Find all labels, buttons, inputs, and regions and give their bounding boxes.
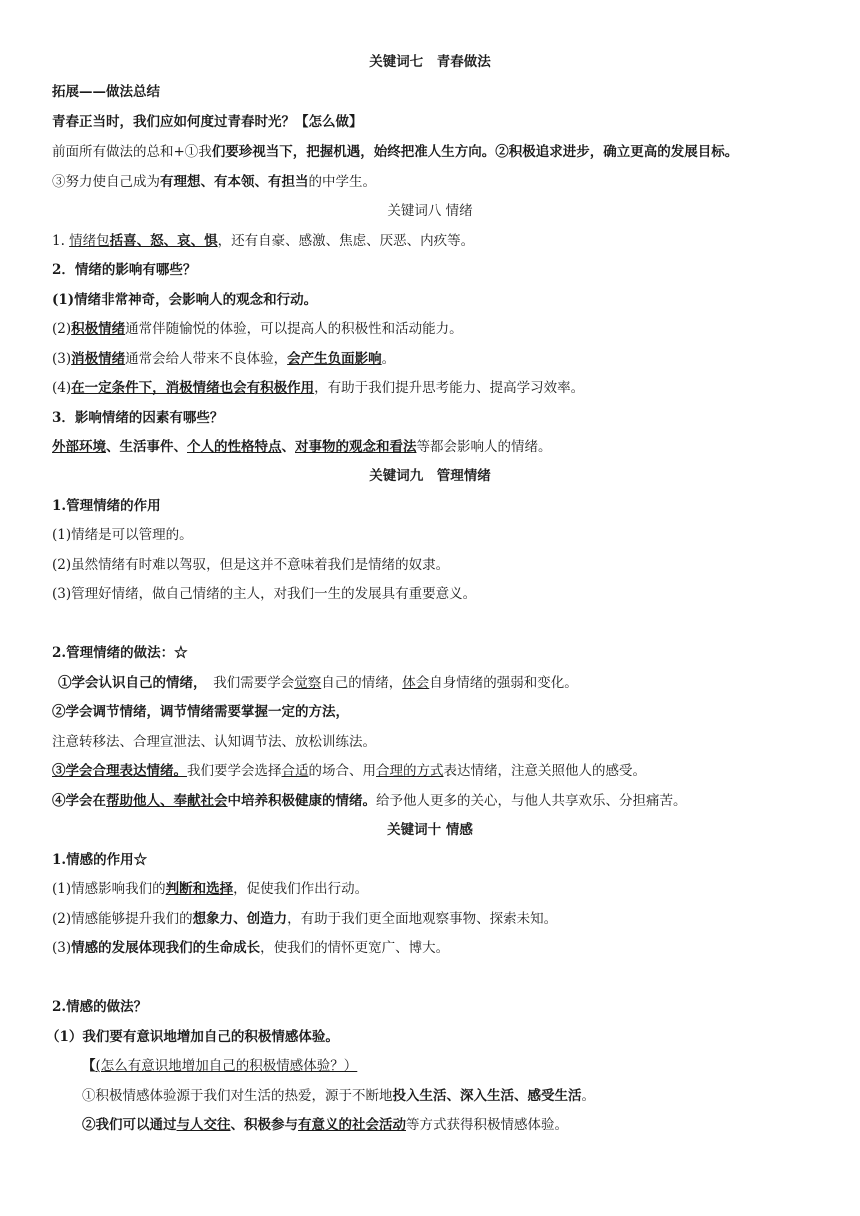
- text-segment: ，有助于我们提升思考能力、提高学习效率。: [314, 380, 585, 396]
- text-segment: 我们要学会选择: [187, 763, 282, 779]
- text-segment: 等方式获得积极情感体验。: [406, 1117, 568, 1133]
- text-segment-bold-underlined: 括喜、怒、哀、惧: [109, 233, 218, 249]
- text-segment-bold: 中培养积极健康的情绪。: [227, 793, 376, 809]
- paragraph-youth-1: [52, 140, 840, 164]
- text-segment-bold-underlined: ③学会合理表达情绪。: [52, 763, 187, 779]
- feeling-item-1-3: [52, 936, 824, 960]
- text-segment: 。: [381, 351, 396, 367]
- text-segment-underlined: 合适: [281, 763, 309, 779]
- paragraph-youth-2: [52, 170, 824, 194]
- text-segment-bold-underlined: 积极情绪: [71, 321, 126, 337]
- emotion-item-2-1: (1)情绪非常神奇，会影响人的观念和行动。: [52, 292, 318, 308]
- text-segment: (4): [52, 380, 72, 396]
- text-segment-bold-underlined: 个人的性格特点: [187, 439, 282, 455]
- text-segment-bold: 投入生活、深入生活、感受生活: [392, 1088, 582, 1104]
- text-segment: 自己的情绪，: [321, 675, 403, 691]
- heading-keyword-10: 关键词十 情感: [387, 822, 473, 838]
- feeling-answer-2: [82, 1113, 824, 1137]
- text-segment-bold-underlined: 外部环境: [52, 439, 106, 455]
- text-segment-bold: 们要珍视当下，把握机遇，始终把准人生方向。②积极追求进步，确立更高的发展目标。: [211, 144, 739, 160]
- text-segment-bold: ②我们可以通过: [82, 1117, 177, 1133]
- manage-item-2-2: ②学会调节情绪，调节情绪需要掌握一定的方法，: [52, 704, 349, 720]
- text-segment: (2): [52, 321, 72, 337]
- text-segment: 的场合、用: [308, 763, 376, 779]
- text-segment: ③努力使自己成为: [52, 174, 160, 190]
- text-segment: ，有助于我们更全面地观察事物、探索未知。: [287, 911, 558, 927]
- text-segment: ①积极情感体验源于我们对生活的热爱，源于不断地: [82, 1088, 393, 1104]
- text-segment: 。: [581, 1088, 595, 1104]
- text-segment-bold: ④学会在: [52, 793, 106, 809]
- text-segment: ，还有自豪、感激、焦虑、厌恶、内疚等。: [217, 233, 475, 249]
- section-title-summary: 拓展——做法总结: [52, 84, 160, 100]
- text-segment-bold-underlined: 帮助他人、奉献社会: [106, 793, 228, 809]
- emotion-item-2-4: [52, 376, 824, 400]
- manage-item-2-5: [52, 789, 824, 813]
- text-segment-bold: 、积极参与: [230, 1117, 298, 1133]
- feeling-item-2-1: （1）我们要有意识地增加自己的积极情感体验。: [46, 1029, 339, 1045]
- feeling-item-1-1: [52, 877, 824, 901]
- text-segment-underlined: 体会: [402, 675, 430, 691]
- text-segment: (3): [52, 351, 72, 367]
- question-youth: 青春正当时，我们应如何度过青春时光？【怎么做】: [52, 114, 363, 130]
- text-segment-bold: 【: [82, 1058, 96, 1074]
- text-segment-bold: 、生活事件、: [106, 439, 187, 455]
- manage-item-1-3: (3)管理好情绪，做自己情绪的主人，对我们一生的发展具有重要意义。: [52, 586, 477, 602]
- feeling-item-1-2: [52, 907, 824, 931]
- text-segment-underlined: (怎么有意识地增加自己的积极情感体验？）: [95, 1058, 358, 1074]
- text-segment: ，促使我们作出行动。: [233, 881, 369, 897]
- heading-keyword-7: 关键词七 青春做法: [369, 54, 491, 70]
- text-segment-underlined: 觉察: [294, 675, 322, 691]
- feeling-answer-1: [82, 1084, 824, 1108]
- text-segment: 给予他人更多的关心，与他人共享欢乐、分担痛苦。: [376, 793, 687, 809]
- text-segment: (3): [52, 940, 72, 956]
- emotion-question-2: 2．情绪的影响有哪些？: [52, 262, 197, 278]
- text-segment-bold: 情感的发展体现我们的生命成长: [71, 940, 261, 956]
- emotion-item-2-2: [52, 317, 824, 341]
- text-segment-bold-underlined: 在一定条件下，消极情绪也会有积极作用: [71, 380, 315, 396]
- text-segment: (1)情感影响我们的: [52, 881, 166, 897]
- text-segment: 我们需要学会: [199, 675, 295, 691]
- text-segment: 的中学生。: [308, 174, 376, 190]
- text-segment: (2)情感能够提升我们的: [52, 911, 193, 927]
- text-segment-underlined: 情绪包: [69, 233, 110, 249]
- text-segment: 1.: [52, 233, 70, 249]
- text-segment-bold: ①学会认识自己的情绪，: [58, 675, 200, 691]
- text-segment-underlined: 合理的方式: [376, 763, 444, 779]
- text-segment-bold: 、: [281, 439, 295, 455]
- feeling-title-1: 1.情感的作用☆: [52, 852, 148, 868]
- emotion-item-1: [52, 229, 824, 253]
- emotion-question-3: 3．影响情绪的因素有哪些？: [52, 410, 224, 426]
- manage-item-1-1: (1)情绪是可以管理的。: [52, 527, 193, 543]
- text-segment: ，使我们的情怀更宽广、博大。: [260, 940, 450, 956]
- text-segment-bold-underlined: 判断和选择: [165, 881, 234, 897]
- text-segment: 通常会给人带来不良体验，: [125, 351, 288, 367]
- emotion-item-3-1: [52, 435, 824, 459]
- text-segment-bold: 想象力、创造力: [192, 911, 288, 927]
- text-segment: 等都会影响人的情绪。: [416, 439, 552, 455]
- manage-item-2-3: 注意转移法、合理宣泄法、认知调节法、放松训练法。: [52, 734, 376, 750]
- feeling-title-2: 2.情感的做法？: [52, 999, 148, 1015]
- text-segment-bold: 有理想、有本领、有担当: [160, 174, 309, 190]
- text-segment-bold-underlined: 消极情绪: [71, 351, 126, 367]
- manage-item-2-4: [52, 759, 824, 783]
- text-segment-bold-underlined: 会产生负面影响: [287, 351, 382, 367]
- text-segment: 自身情绪的强弱和变化。: [429, 675, 578, 691]
- text-segment: 前面所有做法的总和+①我: [52, 144, 212, 160]
- text-segment-bold-underlined: 与人交往: [176, 1117, 231, 1133]
- text-segment: 表达情绪，注意关照他人的感受。: [443, 763, 646, 779]
- manage-title-1: 1.管理情绪的作用: [52, 498, 161, 514]
- heading-keyword-9: 关键词九 管理情绪: [369, 468, 491, 484]
- text-segment-bold-underlined: 有意义的社会活动: [298, 1117, 406, 1133]
- manage-title-2: 2.管理情绪的做法：☆: [52, 645, 188, 661]
- text-segment-bold-underlined: 对事物的观念和看法: [295, 439, 417, 455]
- manage-item-2-1: [58, 671, 824, 695]
- text-segment: 通常伴随愉悦的体验，可以提高人的积极性和活动能力。: [125, 321, 463, 337]
- feeling-question: [82, 1054, 824, 1078]
- emotion-item-2-3: [52, 347, 824, 371]
- heading-keyword-8: 关键词八 情绪: [387, 203, 473, 219]
- manage-item-1-2: (2)虽然情绪有时难以驾驭，但是这并不意味着我们是情绪的奴隶。: [52, 557, 450, 573]
